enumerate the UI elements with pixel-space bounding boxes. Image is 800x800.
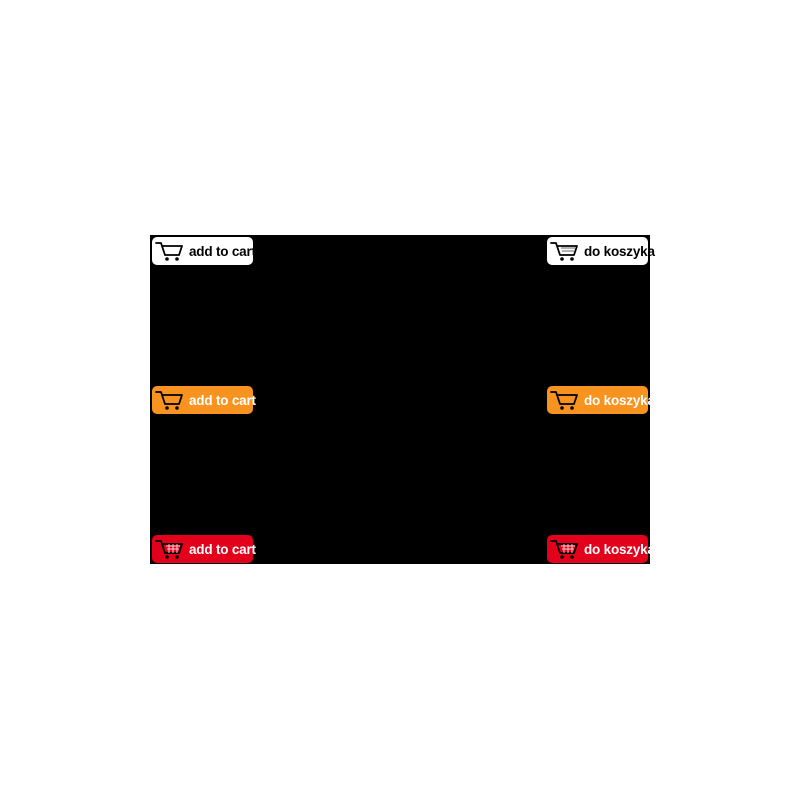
button-label: do koszyka (584, 541, 655, 557)
add-to-cart-button-red[interactable] (152, 535, 256, 563)
add-to-cart-button-white[interactable] (152, 237, 256, 265)
do-koszyka-button-orange[interactable] (547, 386, 655, 414)
button-label: do koszyka (584, 392, 655, 408)
button-showcase-panel (150, 235, 655, 564)
button-label: do koszyka (584, 243, 655, 259)
add-to-cart-button-orange[interactable] (152, 386, 256, 414)
shopping-cart-icon (550, 389, 580, 411)
do-koszyka-button-white[interactable] (547, 237, 655, 265)
do-koszyka-button-red[interactable] (547, 535, 655, 563)
button-label: add to cart (189, 243, 256, 259)
shopping-cart-icon (550, 538, 580, 560)
shopping-cart-icon (155, 389, 185, 411)
shopping-cart-icon (550, 240, 580, 262)
button-label: add to cart (189, 541, 256, 557)
shopping-cart-icon (155, 538, 185, 560)
button-label: add to cart (189, 392, 256, 408)
shopping-cart-icon (155, 240, 185, 262)
